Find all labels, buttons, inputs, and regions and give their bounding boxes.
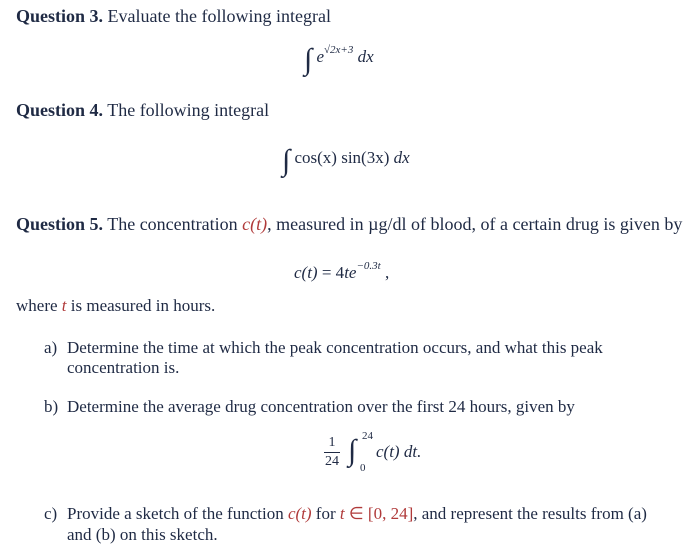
formula-lhs: c(t) — [294, 263, 318, 282]
question-5-text-a: The concentration — [107, 214, 243, 234]
where-variable: t — [61, 296, 67, 315]
question-4-integral — [282, 146, 410, 176]
formula-eq: = 4 — [317, 263, 345, 282]
item-c-function: c(t) — [287, 504, 312, 523]
item-c-text-b: for — [311, 504, 340, 523]
question-3-heading — [16, 6, 331, 27]
item-b-average-integral — [324, 432, 464, 476]
question-5-text-b: , measured in µg/dl of blood, of a certain drug is given by — [267, 214, 683, 234]
lower-limit: 0 — [360, 462, 366, 474]
integral-sign: ∫ — [282, 144, 291, 177]
item-c-line-2: and (b) on this sketch. — [67, 525, 218, 544]
integrand-base: e — [316, 47, 325, 66]
question-5-function: c(t) — [242, 214, 268, 234]
where-line — [16, 296, 215, 316]
item-a-line-2: concentration is. — [67, 358, 180, 377]
fraction-numerator: 1 — [324, 436, 340, 453]
item-c-text-a: Provide a sketch of the function — [67, 504, 288, 523]
integrand: c(t) dt. — [376, 442, 422, 461]
formula-comma: , — [380, 263, 390, 282]
question-3-integral — [304, 44, 374, 75]
where-text-a: where — [16, 296, 62, 315]
item-c-label: c) — [44, 504, 58, 523]
fraction-denominator: 24 — [325, 454, 339, 469]
question-5-heading — [16, 214, 682, 235]
item-a-label: a) — [44, 338, 58, 357]
item-b-text: Determine the average drug concentration over the first 24 hours, given by — [67, 397, 575, 416]
formula-exponent: −0.3t — [356, 260, 381, 272]
upper-limit: 24 — [362, 430, 373, 442]
question-5-label: Question 5. — [16, 214, 104, 234]
question-4-heading — [16, 100, 269, 121]
question-5-formula — [294, 260, 389, 283]
integral-sign: ∫ — [348, 434, 357, 467]
item-c-interval: ∈ [0, 24] — [344, 504, 414, 523]
formula-te: te — [344, 263, 357, 282]
item-a-line-1: Determine the time at which the peak concentration occurs, and what this peak — [67, 338, 603, 357]
differential: dx — [357, 47, 374, 66]
question-4-text: The following integral — [107, 100, 270, 120]
differential: dx — [393, 148, 410, 167]
question-3-label: Question 3. — [16, 6, 104, 26]
question-4-label: Question 4. — [16, 100, 104, 120]
item-c-variable: t — [339, 504, 345, 523]
integrand-exponent: √2x+3 — [324, 44, 354, 56]
item-c-line-1 — [67, 503, 647, 525]
where-text-b: is measured in hours. — [66, 296, 216, 315]
average-fraction — [324, 436, 340, 469]
integral-sign: ∫ — [304, 43, 313, 76]
item-c-text-d: , and represent the results from (a) — [413, 504, 647, 523]
integrand: cos(x) sin(3x) — [294, 148, 390, 167]
item-b-label: b) — [44, 397, 59, 416]
question-3-text: Evaluate the following integral — [107, 6, 331, 26]
